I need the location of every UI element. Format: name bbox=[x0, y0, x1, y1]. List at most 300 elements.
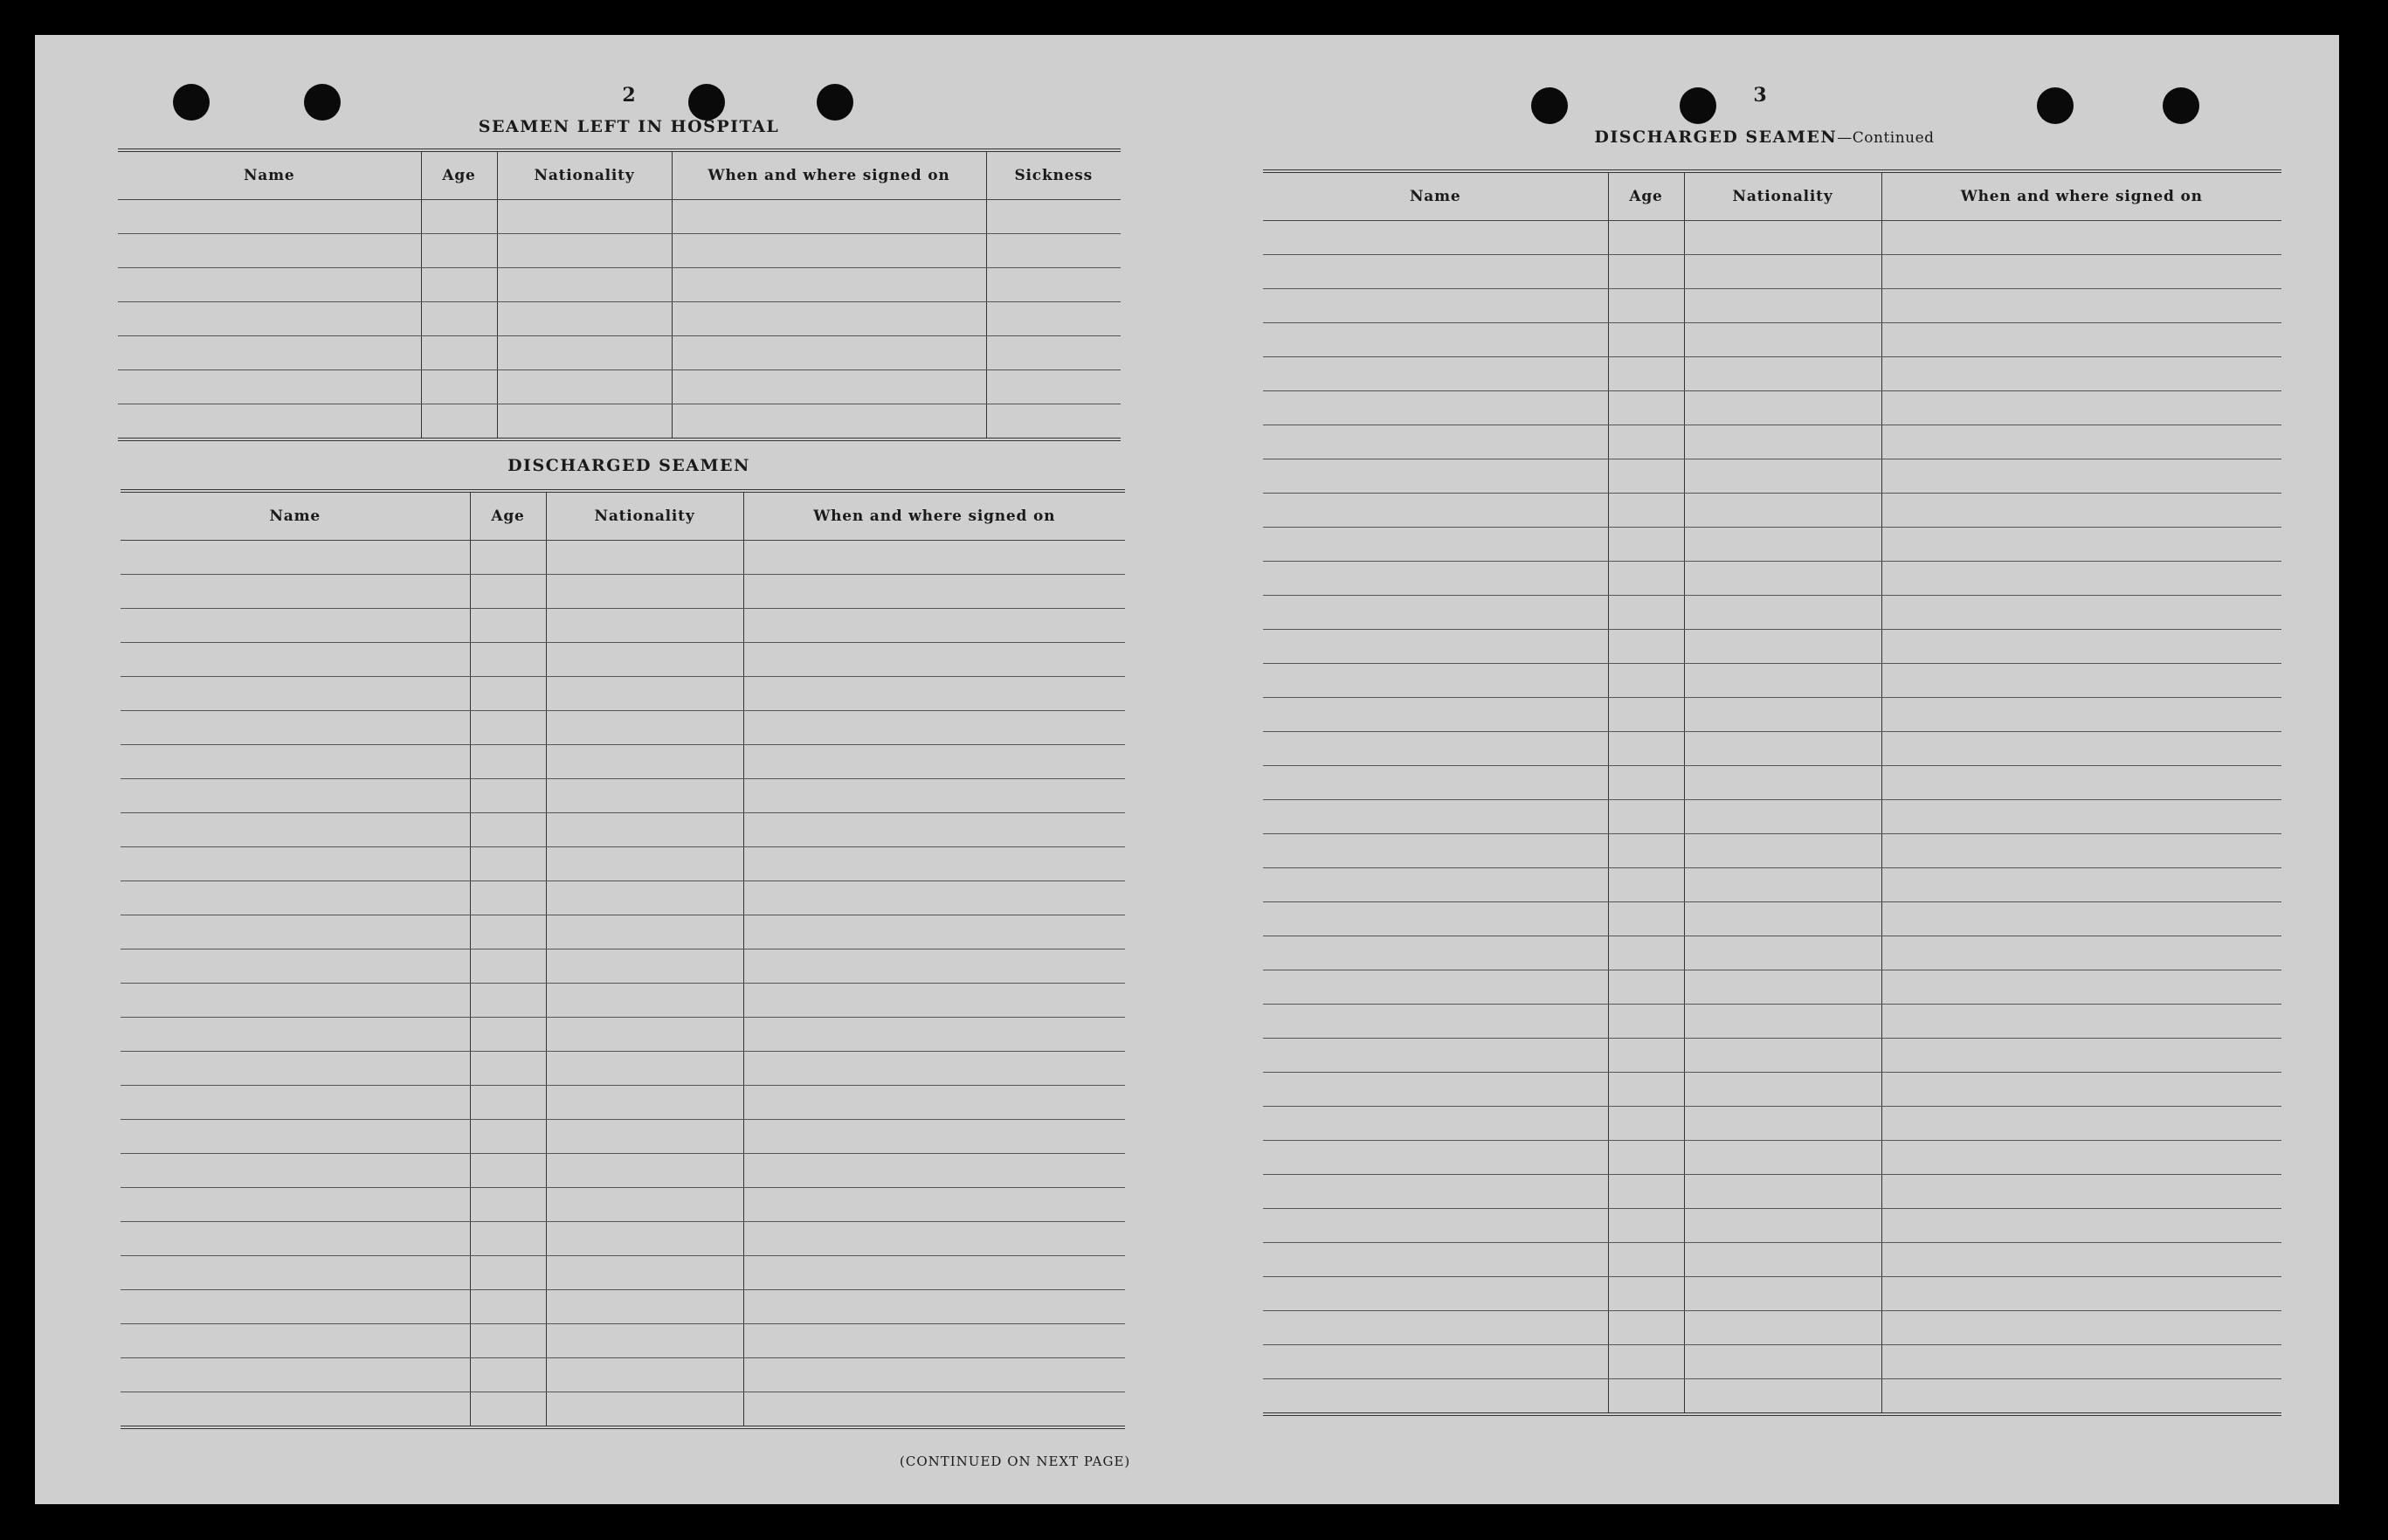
table-row bbox=[1263, 1175, 2281, 1209]
blank-cell bbox=[1263, 289, 1608, 323]
page-number-left: 2 bbox=[622, 84, 636, 107]
blank-cell bbox=[1684, 425, 1881, 459]
blank-cell bbox=[121, 677, 470, 711]
blank-cell bbox=[1881, 630, 2281, 664]
blank-cell bbox=[497, 268, 672, 302]
table-row bbox=[121, 541, 1125, 575]
blank-cell bbox=[1881, 1243, 2281, 1277]
blank-cell bbox=[1263, 1141, 1608, 1175]
blank-cell bbox=[1608, 970, 1684, 1005]
blank-cell bbox=[1263, 1277, 1608, 1311]
blank-cell bbox=[1263, 902, 1608, 936]
table-header-row bbox=[121, 491, 1125, 541]
punch-hole bbox=[2037, 87, 2074, 124]
blank-cell bbox=[1263, 562, 1608, 596]
blank-cell bbox=[546, 847, 743, 881]
blank-cell bbox=[1881, 936, 2281, 970]
blank-cell bbox=[1608, 1243, 1684, 1277]
blank-cell bbox=[1684, 1243, 1881, 1277]
blank-cell bbox=[546, 984, 743, 1018]
blank-cell bbox=[1881, 868, 2281, 902]
blank-cell bbox=[986, 234, 1121, 268]
blank-cell bbox=[1881, 800, 2281, 834]
blank-cell bbox=[1881, 1073, 2281, 1107]
table-row bbox=[1263, 936, 2281, 970]
blank-cell bbox=[1608, 766, 1684, 800]
blank-cell bbox=[986, 268, 1121, 302]
blank-cell bbox=[546, 1290, 743, 1324]
blank-cell bbox=[1881, 255, 2281, 289]
blank-cell bbox=[1881, 289, 2281, 323]
blank-cell bbox=[1881, 1277, 2281, 1311]
blank-cell bbox=[546, 1120, 743, 1154]
blank-cell bbox=[1881, 970, 2281, 1005]
table-row bbox=[121, 1018, 1125, 1052]
table-row bbox=[121, 677, 1125, 711]
blank-cell bbox=[1881, 732, 2281, 766]
blank-cell bbox=[1684, 630, 1881, 664]
table-row bbox=[121, 1290, 1125, 1324]
blank-cell bbox=[546, 1222, 743, 1256]
table-row bbox=[121, 609, 1125, 643]
column-header-signed-on: When and where signed on bbox=[743, 491, 1125, 541]
blank-cell bbox=[470, 813, 546, 847]
blank-cell bbox=[546, 677, 743, 711]
blank-cell bbox=[121, 847, 470, 881]
blank-cell bbox=[470, 984, 546, 1018]
blank-cell bbox=[1263, 970, 1608, 1005]
blank-cell bbox=[1263, 1379, 1608, 1415]
blank-cell bbox=[743, 1256, 1125, 1290]
table-row bbox=[118, 234, 1121, 268]
blank-cell bbox=[470, 643, 546, 677]
blank-cell bbox=[470, 745, 546, 779]
table-row bbox=[1263, 494, 2281, 528]
blank-cell bbox=[546, 813, 743, 847]
blank-cell bbox=[1263, 732, 1608, 766]
blank-cell bbox=[1608, 698, 1684, 732]
blank-cell bbox=[743, 575, 1125, 609]
blank-cell bbox=[1684, 1107, 1881, 1141]
table-row bbox=[121, 1222, 1125, 1256]
blank-cell bbox=[743, 1018, 1125, 1052]
blank-cell bbox=[743, 1392, 1125, 1428]
table-row bbox=[121, 779, 1125, 813]
blank-cell bbox=[121, 1086, 470, 1120]
table-row bbox=[1263, 221, 2281, 255]
blank-cell bbox=[1263, 596, 1608, 630]
discharged-continued-title bbox=[1529, 128, 2000, 147]
table-row bbox=[1263, 1209, 2281, 1243]
blank-cell bbox=[470, 1086, 546, 1120]
table-row bbox=[1263, 630, 2281, 664]
blank-cell bbox=[1263, 1039, 1608, 1073]
blank-cell bbox=[118, 404, 421, 440]
table-row bbox=[1263, 664, 2281, 698]
column-header-nationality: Nationality bbox=[497, 150, 672, 200]
table-row bbox=[121, 1120, 1125, 1154]
blank-cell bbox=[121, 950, 470, 984]
blank-cell bbox=[1263, 630, 1608, 664]
blank-cell bbox=[121, 1188, 470, 1222]
blank-cell bbox=[743, 1120, 1125, 1154]
blank-cell bbox=[118, 336, 421, 370]
blank-cell bbox=[470, 1290, 546, 1324]
blank-cell bbox=[986, 336, 1121, 370]
blank-cell bbox=[121, 1052, 470, 1086]
blank-cell bbox=[1881, 391, 2281, 425]
blank-cell bbox=[118, 370, 421, 404]
table-row bbox=[1263, 596, 2281, 630]
blank-cell bbox=[1608, 630, 1684, 664]
blank-cell bbox=[1608, 1345, 1684, 1379]
table-row bbox=[121, 1324, 1125, 1358]
blank-cell bbox=[497, 200, 672, 234]
table-row bbox=[1263, 766, 2281, 800]
blank-cell bbox=[421, 268, 497, 302]
blank-cell bbox=[421, 404, 497, 440]
table-row bbox=[1263, 357, 2281, 391]
blank-cell bbox=[1684, 936, 1881, 970]
blank-cell bbox=[1263, 391, 1608, 425]
table-row bbox=[121, 575, 1125, 609]
column-header-age: Age bbox=[421, 150, 497, 200]
blank-cell bbox=[470, 881, 546, 915]
blank-cell bbox=[743, 541, 1125, 575]
blank-cell bbox=[1684, 562, 1881, 596]
continued-note: (CONTINUED ON NEXT PAGE) bbox=[900, 1454, 1131, 1469]
table-row bbox=[1263, 1141, 2281, 1175]
table-row bbox=[121, 813, 1125, 847]
blank-cell bbox=[1608, 868, 1684, 902]
blank-cell bbox=[743, 950, 1125, 984]
table-row bbox=[1263, 698, 2281, 732]
table-row bbox=[1263, 1379, 2281, 1415]
blank-cell bbox=[121, 541, 470, 575]
blank-cell bbox=[743, 1324, 1125, 1358]
blank-cell bbox=[743, 881, 1125, 915]
blank-cell bbox=[1684, 459, 1881, 494]
blank-cell bbox=[1608, 562, 1684, 596]
blank-cell bbox=[121, 1290, 470, 1324]
blank-cell bbox=[546, 881, 743, 915]
blank-cell bbox=[743, 1188, 1125, 1222]
blank-cell bbox=[1608, 323, 1684, 357]
blank-cell bbox=[1881, 664, 2281, 698]
blank-cell bbox=[546, 575, 743, 609]
blank-cell bbox=[1263, 494, 1608, 528]
blank-cell bbox=[743, 847, 1125, 881]
blank-cell bbox=[672, 302, 986, 336]
blank-cell bbox=[1881, 1141, 2281, 1175]
blank-cell bbox=[986, 370, 1121, 404]
blank-cell bbox=[121, 1324, 470, 1358]
blank-cell bbox=[1263, 357, 1608, 391]
ledger-sheet bbox=[35, 35, 2339, 1504]
table-row bbox=[121, 1052, 1125, 1086]
blank-cell bbox=[121, 711, 470, 745]
blank-cell bbox=[1608, 1277, 1684, 1311]
blank-cell bbox=[1684, 834, 1881, 868]
blank-cell bbox=[421, 234, 497, 268]
blank-cell bbox=[546, 779, 743, 813]
table-row bbox=[1263, 970, 2281, 1005]
blank-cell bbox=[1608, 1209, 1684, 1243]
blank-cell bbox=[1684, 1345, 1881, 1379]
blank-cell bbox=[743, 1154, 1125, 1188]
blank-cell bbox=[1881, 1345, 2281, 1379]
blank-cell bbox=[743, 1222, 1125, 1256]
blank-cell bbox=[1684, 289, 1881, 323]
blank-cell bbox=[470, 1222, 546, 1256]
table-header-row bbox=[1263, 171, 2281, 221]
table-row bbox=[118, 404, 1121, 440]
blank-cell bbox=[1608, 1311, 1684, 1345]
blank-cell bbox=[672, 336, 986, 370]
blank-cell bbox=[1684, 970, 1881, 1005]
blank-cell bbox=[986, 404, 1121, 440]
table-row bbox=[118, 336, 1121, 370]
blank-cell bbox=[1263, 1107, 1608, 1141]
blank-cell bbox=[121, 779, 470, 813]
blank-cell bbox=[1684, 357, 1881, 391]
blank-cell bbox=[1263, 221, 1608, 255]
blank-cell bbox=[743, 984, 1125, 1018]
blank-cell bbox=[1881, 1209, 2281, 1243]
table-row bbox=[121, 745, 1125, 779]
blank-cell bbox=[743, 1290, 1125, 1324]
table-row bbox=[1263, 1073, 2281, 1107]
blank-cell bbox=[470, 711, 546, 745]
punch-hole bbox=[817, 84, 853, 121]
blank-cell bbox=[1684, 1175, 1881, 1209]
blank-cell bbox=[1684, 1005, 1881, 1039]
column-header-signed-on: When and where signed on bbox=[672, 150, 986, 200]
blank-cell bbox=[121, 1120, 470, 1154]
blank-cell bbox=[470, 779, 546, 813]
blank-cell bbox=[546, 1392, 743, 1428]
table-row bbox=[1263, 425, 2281, 459]
blank-cell bbox=[121, 643, 470, 677]
blank-cell bbox=[546, 1052, 743, 1086]
page-number-right: 3 bbox=[1753, 84, 1767, 107]
continued-label: —Continued bbox=[1837, 129, 1935, 147]
table-row bbox=[1263, 800, 2281, 834]
table-row bbox=[1263, 528, 2281, 562]
blank-cell bbox=[1263, 868, 1608, 902]
hospital-section-title: SEAMEN LEFT IN HOSPITAL bbox=[478, 117, 780, 136]
table-row bbox=[1263, 391, 2281, 425]
table-row bbox=[1263, 732, 2281, 766]
blank-cell bbox=[1684, 1379, 1881, 1415]
table-row bbox=[1263, 1243, 2281, 1277]
table-row bbox=[1263, 1039, 2281, 1073]
column-header-nationality: Nationality bbox=[546, 491, 743, 541]
blank-cell bbox=[470, 1052, 546, 1086]
table-row bbox=[121, 1392, 1125, 1428]
blank-cell bbox=[1608, 391, 1684, 425]
blank-cell bbox=[121, 1222, 470, 1256]
blank-cell bbox=[743, 677, 1125, 711]
blank-cell bbox=[1684, 800, 1881, 834]
blank-cell bbox=[470, 915, 546, 950]
column-header-age: Age bbox=[470, 491, 546, 541]
blank-cell bbox=[1684, 494, 1881, 528]
blank-cell bbox=[1263, 425, 1608, 459]
blank-cell bbox=[1608, 255, 1684, 289]
blank-cell bbox=[497, 404, 672, 440]
blank-cell bbox=[743, 711, 1125, 745]
blank-cell bbox=[1881, 528, 2281, 562]
blank-cell bbox=[1881, 494, 2281, 528]
blank-cell bbox=[1684, 1039, 1881, 1073]
blank-cell bbox=[546, 745, 743, 779]
blank-cell bbox=[1608, 800, 1684, 834]
blank-cell bbox=[1608, 936, 1684, 970]
blank-cell bbox=[1684, 528, 1881, 562]
blank-cell bbox=[546, 1154, 743, 1188]
blank-cell bbox=[470, 1188, 546, 1222]
blank-cell bbox=[743, 1052, 1125, 1086]
blank-cell bbox=[1684, 1209, 1881, 1243]
blank-cell bbox=[118, 268, 421, 302]
blank-cell bbox=[743, 745, 1125, 779]
blank-cell bbox=[1881, 221, 2281, 255]
table-row bbox=[1263, 1345, 2281, 1379]
blank-cell bbox=[121, 984, 470, 1018]
blank-cell bbox=[118, 302, 421, 336]
blank-cell bbox=[1263, 1345, 1608, 1379]
blank-cell bbox=[1684, 664, 1881, 698]
blank-cell bbox=[743, 1086, 1125, 1120]
table-row bbox=[1263, 1107, 2281, 1141]
table-row bbox=[1263, 868, 2281, 902]
blank-cell bbox=[1881, 766, 2281, 800]
blank-cell bbox=[1608, 1107, 1684, 1141]
table-row bbox=[118, 200, 1121, 234]
blank-cell bbox=[121, 1018, 470, 1052]
blank-cell bbox=[1608, 834, 1684, 868]
blank-cell bbox=[1684, 902, 1881, 936]
blank-cell bbox=[546, 711, 743, 745]
blank-cell bbox=[1263, 1073, 1608, 1107]
blank-cell bbox=[1881, 834, 2281, 868]
blank-cell bbox=[1881, 596, 2281, 630]
blank-cell bbox=[121, 813, 470, 847]
blank-cell bbox=[1684, 221, 1881, 255]
table-row bbox=[118, 370, 1121, 404]
blank-cell bbox=[1263, 1243, 1608, 1277]
blank-cell bbox=[743, 779, 1125, 813]
blank-cell bbox=[497, 234, 672, 268]
blank-cell bbox=[121, 915, 470, 950]
blank-cell bbox=[1881, 1379, 2281, 1415]
column-header-nationality: Nationality bbox=[1684, 171, 1881, 221]
blank-cell bbox=[1684, 868, 1881, 902]
blank-cell bbox=[1608, 1005, 1684, 1039]
blank-cell bbox=[986, 200, 1121, 234]
blank-cell bbox=[470, 1392, 546, 1428]
blank-cell bbox=[546, 915, 743, 950]
table-row bbox=[118, 302, 1121, 336]
blank-cell bbox=[121, 1154, 470, 1188]
discharged-table bbox=[121, 489, 1125, 1429]
blank-cell bbox=[1881, 698, 2281, 732]
blank-cell bbox=[546, 1086, 743, 1120]
blank-cell bbox=[470, 541, 546, 575]
title-text: DISCHARGED SEAMEN bbox=[1594, 128, 1838, 147]
blank-cell bbox=[1881, 902, 2281, 936]
table-header-row bbox=[118, 150, 1121, 200]
blank-cell bbox=[1684, 1277, 1881, 1311]
punch-hole bbox=[1531, 87, 1568, 124]
blank-cell bbox=[1608, 425, 1684, 459]
blank-cell bbox=[546, 609, 743, 643]
blank-cell bbox=[1881, 323, 2281, 357]
blank-cell bbox=[672, 200, 986, 234]
blank-cell bbox=[1881, 425, 2281, 459]
table-row bbox=[1263, 1277, 2281, 1311]
blank-cell bbox=[121, 1256, 470, 1290]
blank-cell bbox=[1881, 1005, 2281, 1039]
blank-cell bbox=[1684, 766, 1881, 800]
blank-cell bbox=[1881, 459, 2281, 494]
blank-cell bbox=[546, 1358, 743, 1392]
blank-cell bbox=[546, 541, 743, 575]
blank-cell bbox=[1263, 1311, 1608, 1345]
blank-cell bbox=[470, 1120, 546, 1154]
table-row bbox=[1263, 255, 2281, 289]
table-row bbox=[121, 881, 1125, 915]
blank-cell bbox=[1608, 664, 1684, 698]
blank-cell bbox=[470, 677, 546, 711]
blank-cell bbox=[1263, 936, 1608, 970]
table-row bbox=[1263, 834, 2281, 868]
punch-hole bbox=[173, 84, 210, 121]
table-row bbox=[1263, 459, 2281, 494]
blank-cell bbox=[743, 609, 1125, 643]
blank-cell bbox=[1608, 459, 1684, 494]
blank-cell bbox=[1608, 1141, 1684, 1175]
blank-cell bbox=[1608, 357, 1684, 391]
blank-cell bbox=[1263, 800, 1608, 834]
blank-cell bbox=[1881, 357, 2281, 391]
column-header-sickness: Sickness bbox=[986, 150, 1121, 200]
table-row bbox=[121, 984, 1125, 1018]
blank-cell bbox=[497, 302, 672, 336]
table-row bbox=[1263, 902, 2281, 936]
blank-cell bbox=[1684, 1141, 1881, 1175]
blank-cell bbox=[121, 575, 470, 609]
blank-cell bbox=[546, 1256, 743, 1290]
blank-cell bbox=[470, 950, 546, 984]
blank-cell bbox=[1608, 596, 1684, 630]
table-row bbox=[1263, 1005, 2281, 1039]
blank-cell bbox=[1684, 1073, 1881, 1107]
table-row bbox=[121, 1358, 1125, 1392]
blank-cell bbox=[1263, 528, 1608, 562]
table-row bbox=[1263, 562, 2281, 596]
discharged-section-title: DISCHARGED SEAMEN bbox=[507, 456, 750, 475]
blank-cell bbox=[421, 336, 497, 370]
blank-cell bbox=[121, 1358, 470, 1392]
blank-cell bbox=[672, 234, 986, 268]
blank-cell bbox=[470, 575, 546, 609]
blank-cell bbox=[121, 1392, 470, 1428]
blank-cell bbox=[1263, 255, 1608, 289]
table-row bbox=[1263, 323, 2281, 357]
blank-cell bbox=[1263, 664, 1608, 698]
